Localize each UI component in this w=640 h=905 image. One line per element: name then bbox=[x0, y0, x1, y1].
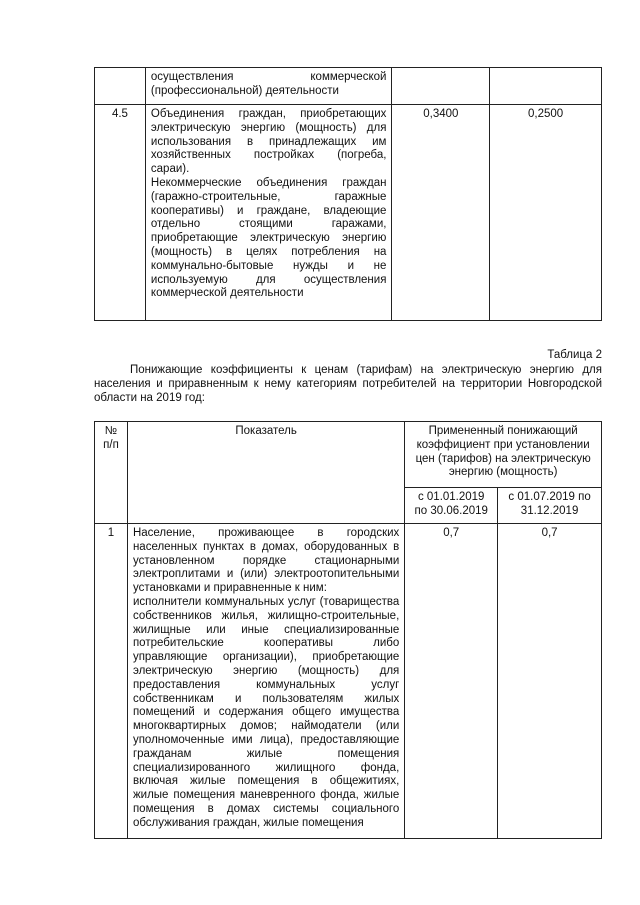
row-text-paragraph: исполнители коммунальных услуг (товарищества собственников жилья, жилищно-строительные, жилищные или иные специализированные потребительские кооперативы либо управляющие организации), приобретающие электрическую энергию (мощность) для предоставления коммунальных услуг собственникам и пользователям жилых помещений и содержания общего имущества многоквартирных домов; наймодатели (или уполномоченные ими лица), предоставляющие гражданам жилые помещения специализированного жилищного фонда, включая жилые помещения в общежитиях, жилые помещения маневренного фонда, жилые помещения в домах системы социального обслуживания граждан, жилые помещения bbox=[132, 595, 400, 829]
header-indicator: Показатель bbox=[127, 422, 404, 524]
tariff-table-1 bbox=[94, 67, 602, 321]
row-number: 1 bbox=[95, 524, 128, 839]
table-row bbox=[95, 105, 602, 321]
row-text-paragraph: Объединения граждан, приобретающих электрическую энергию (мощность) для использования в принадлежащих им хозяйственных постройках (погреба, сараи). bbox=[150, 108, 387, 176]
row-text: осуществления коммерческой (профессиональной) деятельности bbox=[145, 68, 392, 105]
header-period: с 01.07.2019 по 31.12.2019 bbox=[498, 488, 602, 524]
row-text bbox=[127, 524, 404, 839]
header-period: с 01.01.2019 по 30.06.2019 bbox=[405, 488, 498, 524]
value-cell bbox=[392, 68, 490, 105]
row-number: 4.5 bbox=[95, 105, 146, 321]
row-text-paragraph: Некоммерческие объединения граждан (гаражно-строительные, гаражные кооперативы) и граждане, владеющие отдельно стоящими гаражами, приобретающие электрическую энергию (мощность) в целях потребления на коммунально-бытовые нужды и не используемую для осуществления коммерческой деятельности bbox=[150, 176, 387, 300]
header-coefficient: Примененный понижающий коэффициент при установлении цен (тарифов) на электрическую энергию (мощность) bbox=[405, 422, 602, 488]
table-caption: Понижающие коэффициенты к ценам (тарифам) на электрическую энергию для населения и приравненным к нему категориям потребителей на территории Новгородской области на 2019 год: bbox=[94, 364, 602, 404]
value-cell: 0,3400 bbox=[392, 105, 490, 321]
table-header-row bbox=[95, 422, 602, 488]
tariff-table-2 bbox=[94, 421, 602, 839]
table-row bbox=[95, 524, 602, 839]
row-number bbox=[95, 68, 146, 105]
value-cell bbox=[490, 68, 602, 105]
value-cell: 0,2500 bbox=[490, 105, 602, 321]
header-number: № п/п bbox=[95, 422, 128, 524]
value-cell: 0,7 bbox=[498, 524, 602, 839]
value-cell: 0,7 bbox=[405, 524, 498, 839]
row-text-paragraph: Население, проживающее в городских населенных пунктах в домах, оборудованных в установленном порядке стационарными электроплитами и (или) электроотопительными установками и приравненные к ним: bbox=[132, 527, 400, 595]
table-number: Таблица 2 bbox=[547, 349, 602, 361]
table-row bbox=[95, 68, 602, 105]
row-text bbox=[145, 105, 392, 321]
